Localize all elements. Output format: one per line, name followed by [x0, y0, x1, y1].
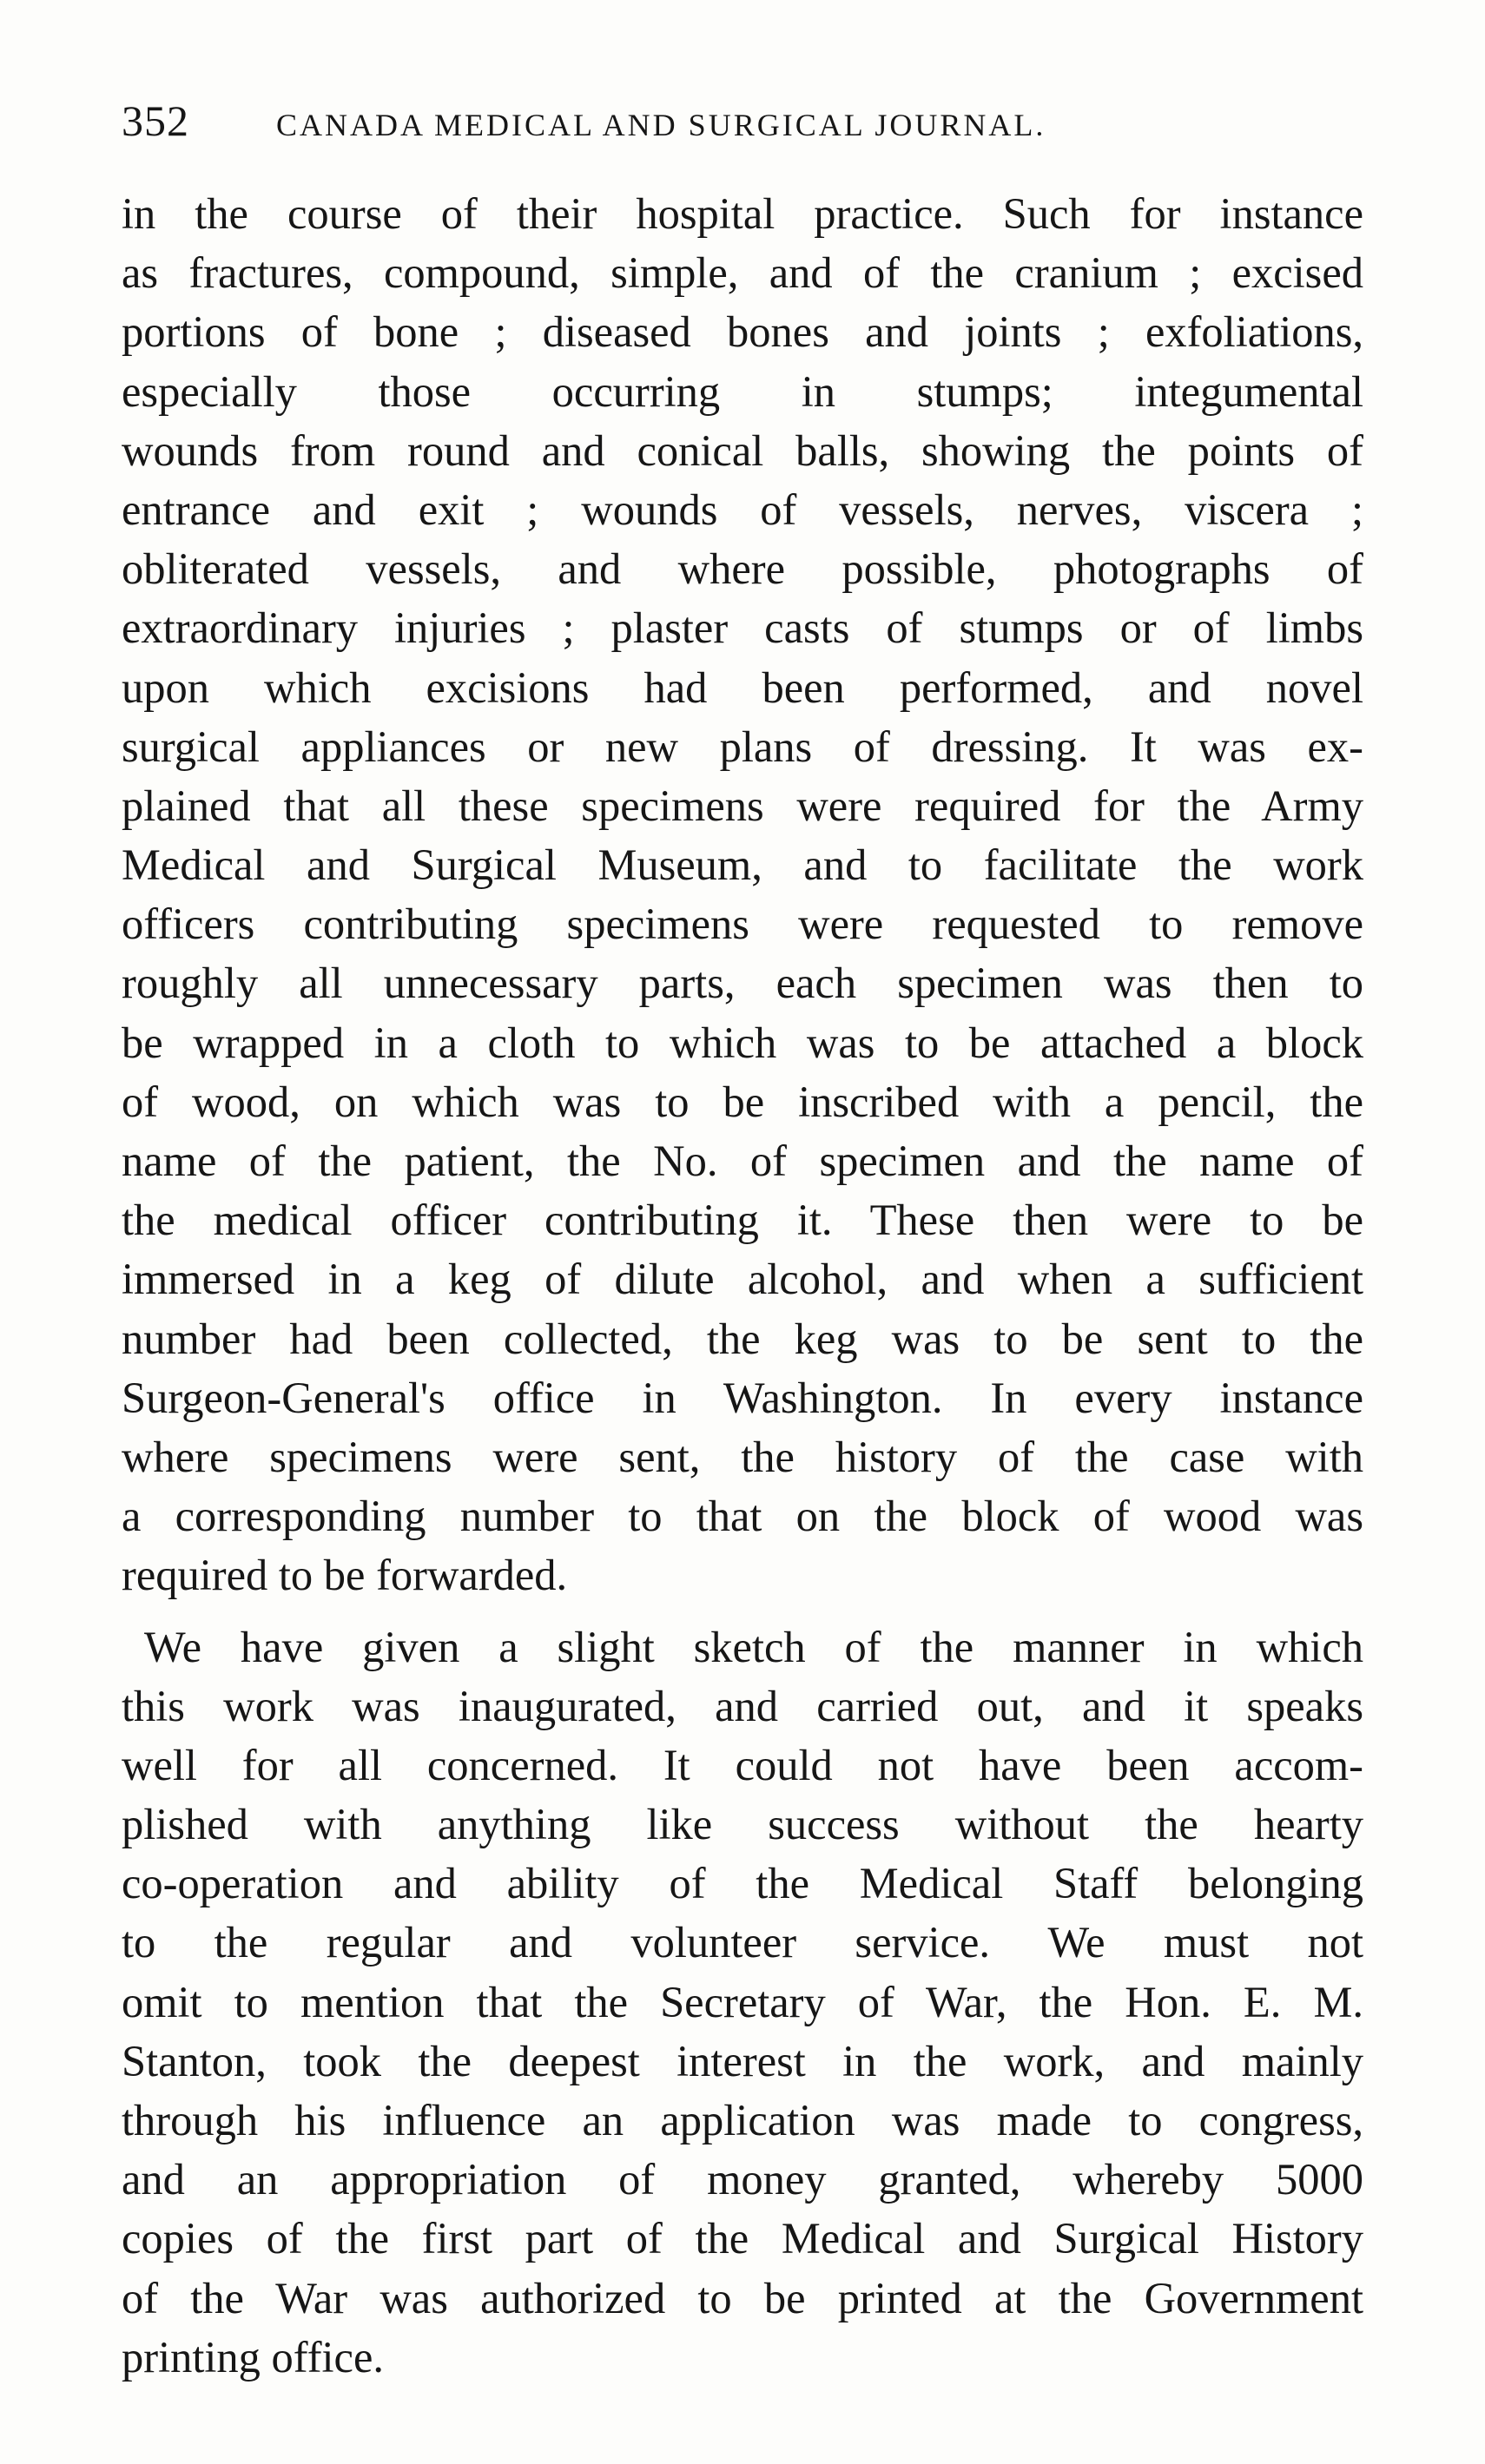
text-line: through his influence an application was made to congress,: [122, 2096, 1363, 2144]
text-line: a corresponding number to that on the block of wood was: [122, 1492, 1363, 1541]
text-line: Medical and Surgical Museum, and to facilitate the work: [122, 840, 1363, 890]
text-line: plished with anything like success without the hearty: [122, 1800, 1363, 1849]
text-line: obliterated vessels, and where possible, photographs of: [122, 544, 1363, 594]
text-line: of the War was authorized to be printed at the Government: [122, 2273, 1363, 2322]
text-line: of wood, on which was to be inscribed with a pencil, the: [122, 1077, 1363, 1126]
text-line: required to be forwarded.: [122, 1551, 568, 1600]
text-line: well for all concerned. It could not have been accom-: [122, 1740, 1363, 1789]
text-line: entrance and exit ; wounds of vessels, nerves, viscera ;: [122, 484, 1363, 534]
text-line: printing office.: [122, 2332, 384, 2382]
text-line: where specimens were sent, the history of the case with: [122, 1432, 1363, 1481]
text-line: in the course of their hospital practice. Such for instance: [122, 189, 1363, 238]
text-line: and an appropriation of money granted, whereby 5000: [122, 2155, 1363, 2204]
text-line: to the regular and volunteer service. We must not: [122, 1918, 1363, 1967]
text-line: omit to mention that the Secretary of War, the Hon. E. M.: [122, 1977, 1363, 2026]
journal-title: CANADA MEDICAL AND SURGICAL JOURNAL.: [276, 108, 1046, 142]
text-line: upon which excisions had been performed, and novel: [122, 662, 1363, 712]
text-line: Surgeon-General's office in Washington. In every instance: [122, 1373, 1363, 1422]
text-line: Stanton, took the deepest interest in the work, and mainly: [122, 2036, 1363, 2085]
text-line: roughly all unnecessary parts, each specimen was then to: [122, 959, 1363, 1008]
text-line: number had been collected, the keg was to be sent to the: [122, 1314, 1363, 1363]
text-line: this work was inaugurated, and carried out, and it speaks: [122, 1681, 1363, 1730]
text-line: copies of the first part of the Medical and Surgical History: [122, 2214, 1363, 2263]
text-line: We have given a slight sketch of the manner in which: [144, 1622, 1363, 1671]
text-line: wounds from round and conical balls, showing the points of: [122, 425, 1363, 475]
text-line: as fractures, compound, simple, and of the cranium ; excised: [122, 248, 1363, 298]
text-line: extraordinary injuries ; plaster casts of stumps or of limbs: [122, 603, 1363, 653]
paragraph: [122, 1617, 1363, 2387]
text-line: the medical officer contributing it. These then were to be: [122, 1196, 1363, 1245]
text-line: plained that all these specimens were required for the Army: [122, 781, 1363, 830]
text-line: name of the patient, the No. of specimen and the name of: [122, 1136, 1363, 1185]
text-line: officers contributing specimens were requested to remove: [122, 899, 1363, 949]
text-line: especially those occurring in stumps; integumental: [122, 366, 1363, 416]
paragraph-gap: [122, 1605, 1363, 1617]
text-line: co-operation and ability of the Medical Staff belonging: [122, 1859, 1363, 1908]
text-line: surgical appliances or new plans of dressing. It was ex-: [122, 721, 1363, 771]
running-head: [122, 96, 1355, 156]
body-text: [122, 184, 1363, 2387]
text-line: be wrapped in a cloth to which was to be attached a block: [122, 1018, 1363, 1067]
page-number: 352: [122, 96, 189, 145]
text-line: immersed in a keg of dilute alcohol, and when a sufficient: [122, 1255, 1363, 1304]
text-line: portions of bone ; diseased bones and joints ; exfoliations,: [122, 307, 1363, 357]
paragraph: [122, 184, 1363, 1605]
